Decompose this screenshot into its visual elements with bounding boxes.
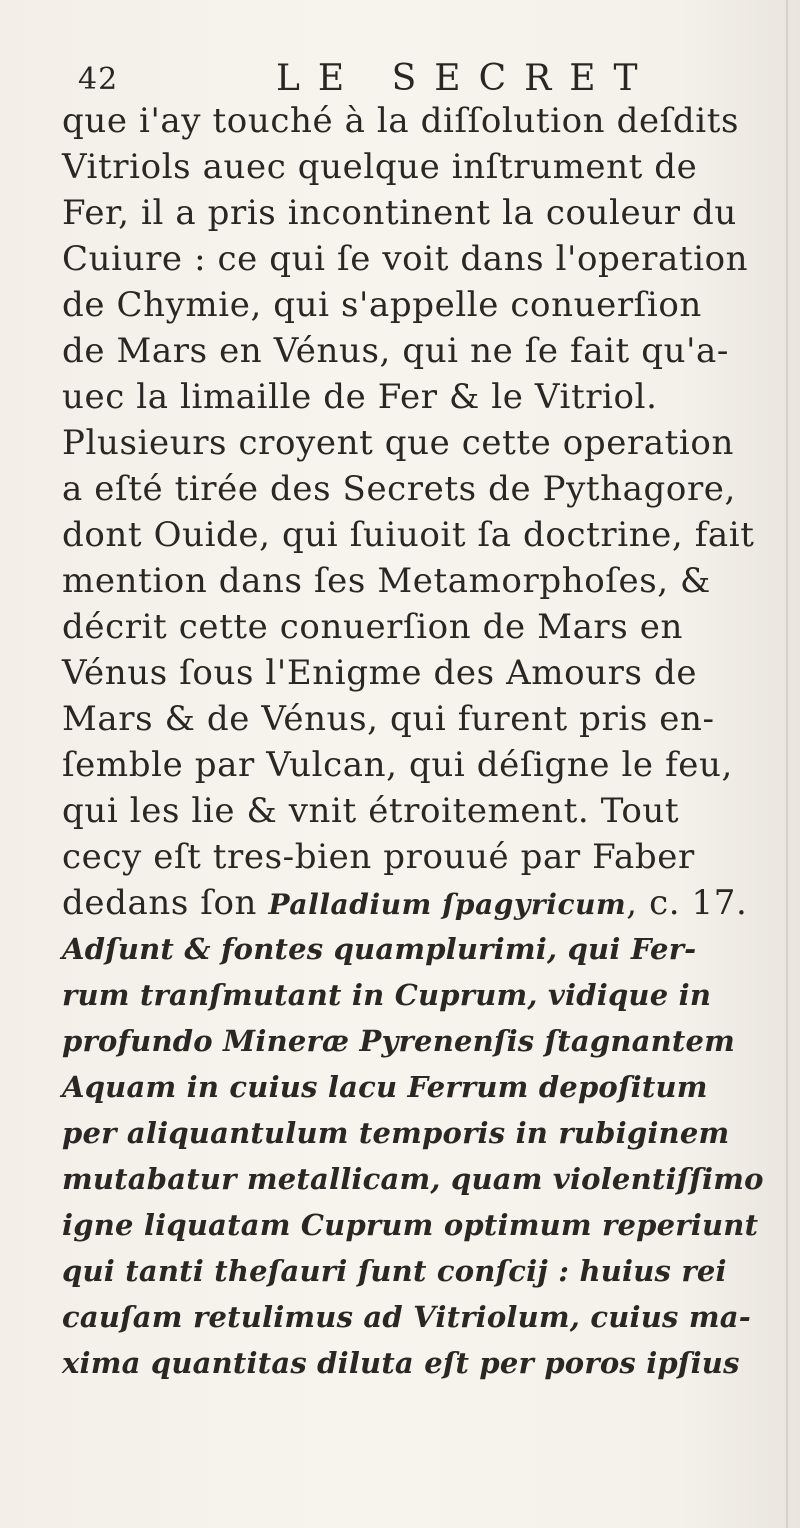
text-line: Vénus ſous l'Enigme des Amours de (62, 653, 698, 693)
latin-quote-line: per aliquantulum temporis in rubiginem (62, 1116, 730, 1150)
text-line: ſemble par Vulcan, qui déſigne le feu, (62, 745, 733, 785)
text-line: Fer, il a pris incontinent la couleur du (62, 193, 737, 233)
text-line: de Mars en Vénus, qui ne ſe fait qu'a- (62, 331, 729, 371)
latin-quote-line: mutabatur metallicam, quam violentiſſimo (62, 1162, 764, 1196)
page-number: 42 (78, 62, 119, 97)
text-line: qui les lie & vnit étroitement. Tout (62, 791, 680, 831)
text-line: mention dans ſes Metamorphoſes, & (62, 561, 711, 601)
text-line: Plusieurs croyent que cette operation (62, 423, 734, 463)
citation-suffix: , c. 17. (626, 883, 748, 923)
latin-quote-line: Aquam in cuius lacu Ferrum depoſitum (62, 1070, 708, 1104)
page-header (78, 58, 718, 102)
citation-line (62, 880, 782, 926)
latin-quote-line: Adſunt & fontes quamplurimi, qui Fer- (62, 932, 697, 966)
text-line: décrit cette conuerſion de Mars en (62, 607, 683, 647)
text-line: uec la limaille de Fer & le Vitriol. (62, 377, 658, 417)
text-line: a eſté tirée des Secrets de Pythagore, (62, 469, 736, 509)
latin-quote-line: rum tranſmutant in Cuprum, vidique in (62, 978, 712, 1012)
page-edge (786, 0, 788, 1528)
text-line: cecy eſt tres-bien prouué par Faber (62, 837, 695, 877)
body-text (62, 98, 782, 1386)
latin-quote-line: xima quantitas diluta eſt per poros ipſius (62, 1346, 740, 1380)
text-line: Mars & de Vénus, qui furent pris en- (62, 699, 715, 739)
latin-quote-line: qui tanti theſauri ſunt conſcij : huius rei (62, 1254, 727, 1288)
latin-quote-line: profundo Mineræ Pyrenenſis ſtagnantem (62, 1024, 736, 1058)
citation-prefix: dedans ſon (62, 883, 269, 923)
latin-quote-line: cauſam retulimus ad Vitriolum, cuius ma- (62, 1300, 751, 1334)
text-line: dont Ouide, qui ſuiuoit ſa doctrine, fait (62, 515, 755, 555)
latin-quote-line: igne liquatam Cuprum optimum reperiunt (62, 1208, 759, 1242)
text-line: de Chymie, qui s'appelle conuerſion (62, 285, 702, 325)
text-line: Vitriols auec quelque inſtrument de (62, 147, 698, 187)
running-head: LE SECRET (276, 58, 656, 99)
citation-title: Palladium ſpagyricum (268, 888, 627, 921)
text-line: que i'ay touché à la diſſolution deſdits (62, 101, 740, 141)
text-line: Cuiure : ce qui ſe voit dans l'operation (62, 239, 749, 279)
